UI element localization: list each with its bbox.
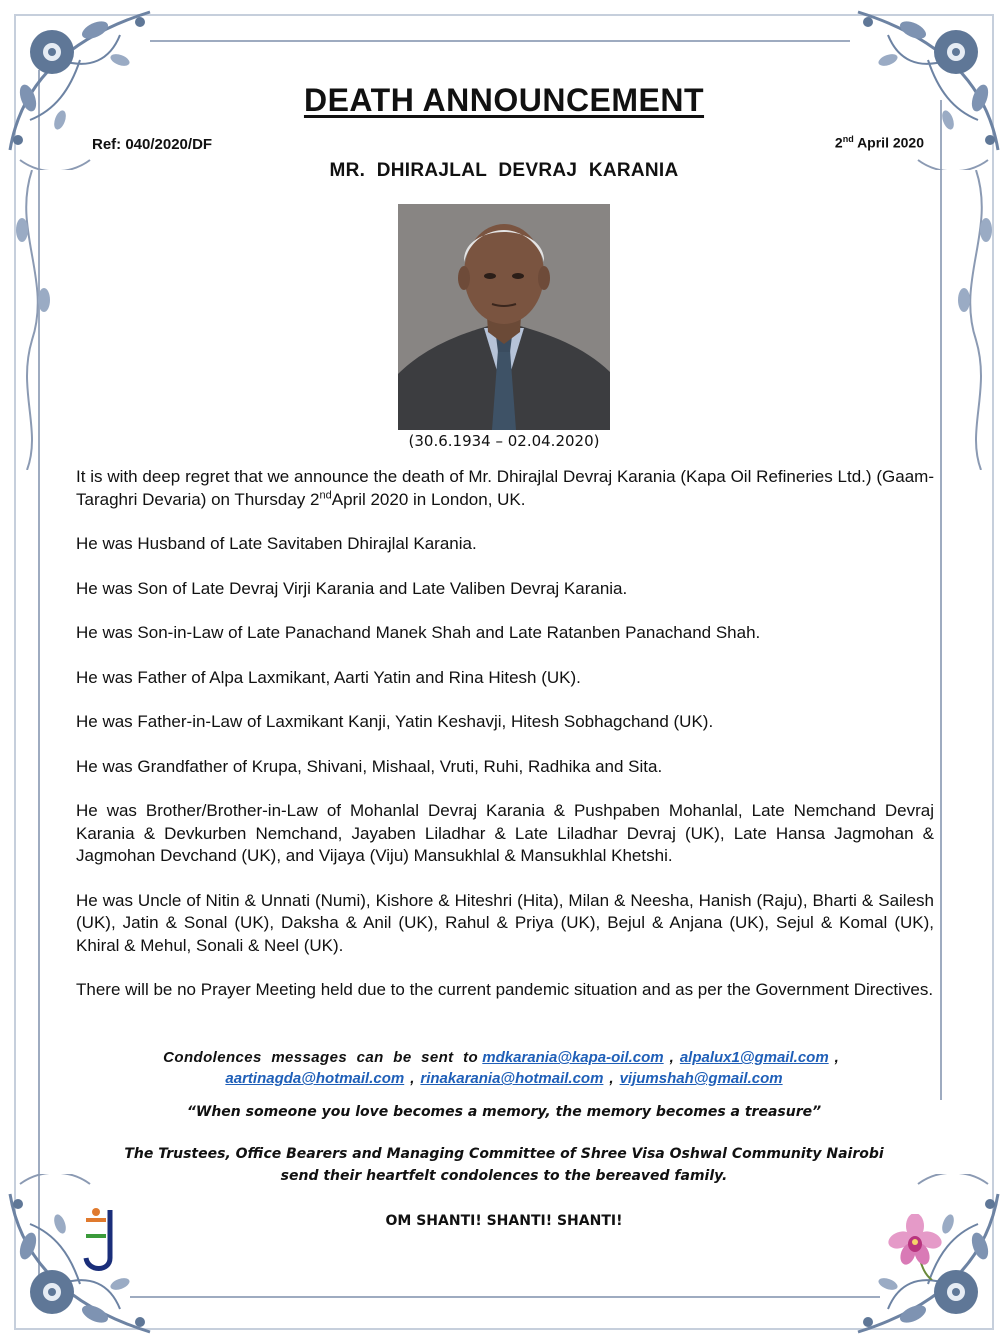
portrait-photo — [398, 204, 610, 430]
grandfather-paragraph: He was Grandfather of Krupa, Shivani, Mishaal, Vruti, Ruhi, Radhika and Sita. — [76, 756, 663, 776]
deceased-name: MR. DHIRAJLAL DEVRAJ KARANIA — [329, 160, 679, 181]
floral-vine-ornament-icon — [2, 170, 62, 470]
son-in-law-paragraph: He was Son-in-Law of Late Panachand Manek Shah and Late Ratanben Panachand Shah. — [76, 623, 761, 642]
page-title: DEATH ANNOUNCEMENT — [303, 82, 705, 118]
closing-prayer: OM SHANTI! SHANTI! SHANTI! — [385, 1213, 623, 1229]
frame-right-line — [940, 100, 942, 1100]
prayer-meeting-paragraph: There will be no Prayer Meeting held due to the current pandemic situation and as per the Government Directives. — [76, 980, 934, 999]
husband-paragraph: He was Husband of Late Savitaben Dhirajlal Karania. — [76, 534, 477, 553]
trustees-line-2: send their heartfelt condolences to the bereaved family. — [280, 1168, 728, 1184]
email-link[interactable]: vijumshah@gmail.com — [619, 1070, 783, 1087]
condolences-section: Condolences messages can be sent to mdkarania@kapa-oil.com , alpalux1@gmail.com , aartinagda@hotmail.com , rinakarania@hotmail.com , vijumshah@gmail.com — [163, 1049, 839, 1087]
condolences-label: Condolences messages can be sent to — [163, 1049, 479, 1066]
uncle-paragraph: He was Uncle of Nitin & Unnati (Numi), Kishore & Hiteshri (Hita), Milan & Neesha, Hanish (Raju), Bharti & Sailesh (UK), Jatin & Sonal (UK), Daksha & Anil (UK), Rahul & Priya (UK), Bejul & Anjana (UK), Sejul & Komal (UK), Khiral & Mehul, Sonali & Neel (UK). — [76, 890, 934, 955]
brother-paragraph: He was Brother/Brother-in-Law of Mohanlal Devraj Karania & Pushpaben Mohanlal, Late Nemchand Devraj Karania & Devkurben Nemchand, Jayaben Liladhar & Late Liladhar Devraj (UK), Late Hansa Jagmohan & Jagmohan Devchand (UK), and Vijaya (Viju) Mansukhlal & Mansukhlal Khetshi. — [76, 801, 934, 865]
email-link[interactable]: rinakarania@hotmail.com — [420, 1070, 604, 1087]
announcement-date: 2nd April 2020 — [834, 134, 924, 151]
father-in-law-paragraph: He was Father-in-Law of Laxmikant Kanji, Yatin Keshavji, Hitesh Sobhagchand (UK). — [76, 712, 714, 731]
floral-vine-ornament-icon — [946, 170, 1006, 470]
orchid-flower-icon — [888, 1214, 942, 1280]
email-link[interactable]: alpalux1@gmail.com — [679, 1049, 829, 1066]
son-paragraph: He was Son of Late Devraj Virji Karania and Late Valiben Devraj Karania. — [76, 578, 628, 598]
father-paragraph: He was Father of Alpa Laxmikant, Aarti Yatin and Rina Hitesh (UK). — [76, 667, 581, 687]
oshwal-logo-icon — [80, 1206, 120, 1276]
trustees-line-1: The Trustees, Office Bearers and Managing Committee of Shree Visa Oshwal Community Nairobi — [124, 1146, 884, 1162]
email-link[interactable]: mdkarania@kapa-oil.com — [482, 1049, 664, 1066]
email-link[interactable]: aartinagda@hotmail.com — [225, 1070, 405, 1087]
frame-top-line — [150, 40, 850, 42]
intro-paragraph: It is with deep regret that we announce the death of Mr. Dhirajlal Devraj Karania (Kapa Oil Refineries Ltd.) (Gaam-Taraghri Devaria) on Thursday 2ndApril 2020 in London, UK. — [76, 467, 934, 509]
reference-number: Ref: 040/2020/DF — [92, 136, 213, 153]
frame-bottom-line — [130, 1296, 880, 1298]
memorial-quote: “When someone you love becomes a memory, the memory becomes a treasure” — [186, 1104, 822, 1120]
trustees-message — [0, 1143, 1008, 1187]
life-dates: (30.6.1934 – 02.04.2020) — [408, 432, 600, 450]
announcement-body — [76, 466, 934, 1024]
